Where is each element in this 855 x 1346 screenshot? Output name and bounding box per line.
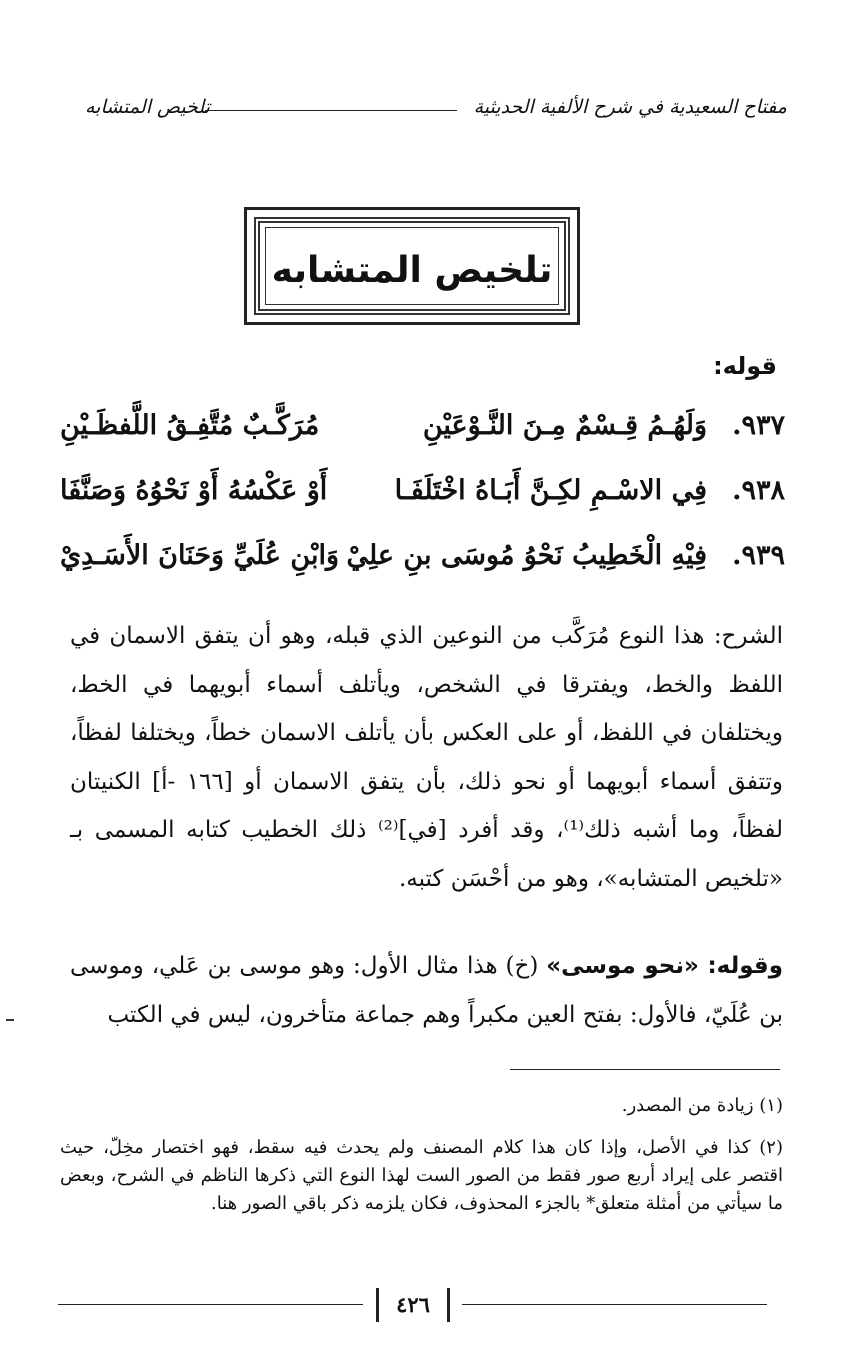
- qawluh-label: قوله:: [713, 352, 777, 380]
- verse-938: [60, 475, 785, 515]
- page-number-bar: [58, 1288, 767, 1328]
- footnote-1: (١) زيادة من المصدر.: [621, 1095, 783, 1116]
- commentary-lead: وقوله: «نحو موسى»: [546, 953, 784, 979]
- sharh-text: هذا النوع مُرَكَّب من النوعين الذي قبله، وهو أن يتفق الاسمان في اللفظ والخط، ويفترقا في الشخص، ويأتلف أسماء أبويهما في الخط، ويختلفان في اللفظ، أو على العكس بأن يأتلف الاسمان خطاً، ويختلفا لفظاً، وتتفق أسماء أبويهما أو نحو ذلك، بأن يتفق الاسمان أو [١٦٦ -أ] الكنيتان لفظاً، وما أشبه ذلك⁽¹⁾، وقد أفرد [في]⁽²⁾ ذلك الخطيب كتابه المسمى بـ «تلخيص المتشابه»، وهو من أحْسَن كتبه.: [70, 623, 783, 892]
- chapter-title-frame: [244, 207, 580, 325]
- footnote-2: (٢) كذا في الأصل، وإذا كان هذا كلام المصنف ولم يحدث فيه سقط، فهو اختصار مخِلّ، حيث اقتصر على إيراد أربع صور فقط من الصور الست لهذا النوع التي ذكرها الناظم في الشرح، وبعض ما سيأتي من أمثلة متعلق* بالجزء المحذوف، فكان يلزمه ذكر باقي الصور هنا.: [60, 1137, 783, 1214]
- verse-second-hemistich: أَوْ عَكْسُهُ أَوْ نَحْوُهُ وَصَنَّفَا: [60, 475, 328, 506]
- margin-mark: [6, 1019, 14, 1021]
- verse-number: ٩٣٧.: [732, 410, 785, 441]
- sharh-paragraph: [70, 612, 783, 903]
- verse-939: [60, 540, 785, 580]
- verse-number: ٩٣٩.: [732, 540, 785, 571]
- running-header: [85, 96, 787, 132]
- header-rule: [205, 110, 457, 111]
- chapter-title: تلخيص المتشابه: [271, 250, 553, 291]
- footnote-rule: [510, 1069, 780, 1070]
- verse-first-hemistich: فِيْهِ الْخَطِيبُ نَحْوُ مُوسَى بنِ علِيْ: [346, 540, 707, 571]
- sharh-lead: الشرح:: [713, 623, 784, 649]
- verse-first-hemistich: وَلَهُـمُ قِـسْمٌ مِـنَ النَّـوْعَيْنِ: [422, 410, 707, 441]
- verse-number: ٩٣٨.: [732, 475, 785, 506]
- verse-937: [60, 410, 785, 450]
- header-section-title: تلخيص المتشابه: [85, 96, 210, 118]
- verse-second-hemistich: وَابْنِ عُلَيِّ وَحَنَانَ الأَسَـدِيْ: [60, 540, 340, 571]
- footnotes: [60, 1092, 783, 1232]
- page-rule-right: [462, 1304, 767, 1305]
- commentary-text: (خ) هذا مثال الأول: وهو موسى بن عَلي، وموسى بن عُلَيّ، فالأول: بفتح العين مكبراً وهم جماعة متأخرون، ليس في الكتب: [70, 953, 783, 1028]
- verse-second-hemistich: مُرَكَّـبٌ مُتَّفِـقُ اللَّفظَـيْنِ: [60, 410, 320, 441]
- commentary-paragraph: [70, 942, 783, 1039]
- header-book-title: مفتاح السعيدية في شرح الألفية الحديثية: [473, 96, 787, 118]
- verse-first-hemistich: فِي الاسْـمِ لكِـنَّ أَبَـاهُ اخْتَلَفَـا: [394, 475, 707, 506]
- page-rule-left: [58, 1304, 363, 1305]
- page-number: ٤٢٦: [376, 1288, 450, 1322]
